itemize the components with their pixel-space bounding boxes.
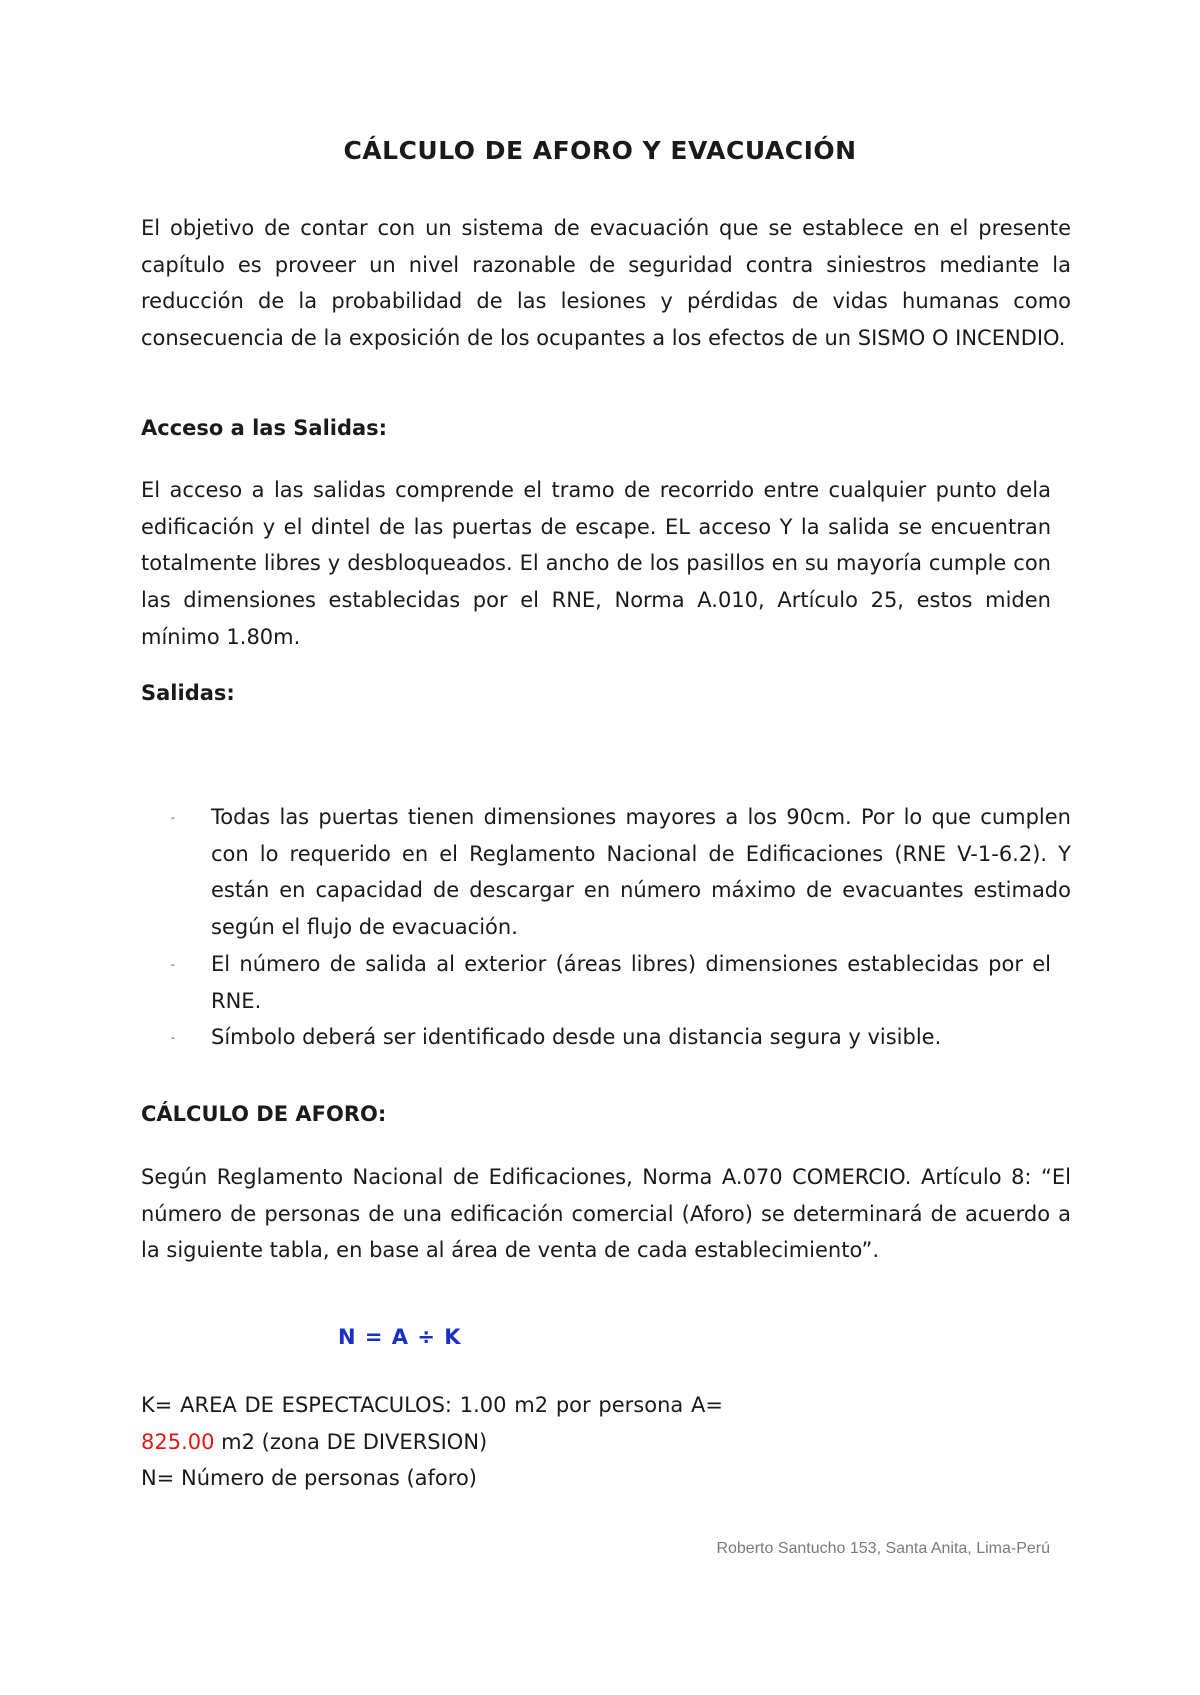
list-item-text: El número de salida al exterior (áreas libres) dimensiones establecidas por el RNE.	[211, 951, 1051, 1013]
a-prefix: A=	[691, 1393, 723, 1417]
document-title: CÁLCULO DE AFORO Y EVACUACIÓN	[343, 136, 857, 165]
k-line: K= AREA DE ESPECTACULOS: 1.00 m2 por persona	[141, 1393, 684, 1417]
list-item	[141, 799, 1071, 946]
list-item-text: Símbolo deberá ser identificado desde una distancia segura y visible.	[211, 1025, 942, 1050]
k-definition	[141, 1387, 723, 1460]
aforo-formula: N = A ÷ K	[338, 1325, 462, 1349]
area-value: 825.00	[141, 1429, 215, 1454]
n-definition: N= Número de personas (aforo)	[141, 1466, 477, 1491]
list-item	[141, 1019, 1071, 1056]
list-item-text: Todas las puertas tienen dimensiones mayores a los 90cm. Por lo que cumplen con lo requerido en el Reglamento Nacional de Edificaciones (RNE V-1-6.2). Y están en capacidad de descargar en número máximo de evacuantes estimado según el flujo de evacuación.	[211, 805, 1071, 940]
list-item	[141, 946, 1071, 1019]
bullet-icon: -	[171, 1033, 175, 1045]
bullet-icon: -	[171, 959, 175, 971]
aforo-heading: CÁLCULO DE AFORO:	[141, 1102, 387, 1126]
exits-list	[141, 799, 1071, 1056]
a-suffix: m2 (zona DE DIVERSION)	[221, 1429, 488, 1454]
aforo-paragraph: Según Reglamento Nacional de Edificaciones, Norma A.070 COMERCIO. Artículo 8: “El número de personas de una edificación comercial (Aforo) se determinará de acuerdo a la siguiente tabla, en base al área de venta de cada establecimiento”.	[141, 1165, 1071, 1263]
exits-heading: Salidas:	[141, 681, 235, 705]
access-paragraph: El acceso a las salidas comprende el tramo de recorrido entre cualquier punto dela edificación y el dintel de las puertas de escape. EL acceso Y la salida se encuentran totalmente libres y desbloqueados. El ancho de los pasillos en su mayoría cumple con las dimensiones establecidas por el RNE, Norma A.010, Artículo 25, estos miden mínimo 1.80m.	[141, 478, 1051, 649]
bullet-icon: -	[171, 813, 175, 824]
intro-paragraph: El objetivo de contar con un sistema de evacuación que se establece en el presente capítulo es proveer un nivel razonable de seguridad contra siniestros mediante la reducción de la probabilidad de las lesiones y pérdidas de vidas humanas como consecuencia de la exposición de los ocupantes a los efectos de un SISMO O INCENDIO.	[141, 216, 1071, 351]
access-heading: Acceso a las Salidas:	[141, 416, 388, 440]
variables-block	[141, 1387, 723, 1497]
footer-address: Roberto Santucho 153, Santa Anita, Lima-Perú	[716, 1540, 1050, 1557]
